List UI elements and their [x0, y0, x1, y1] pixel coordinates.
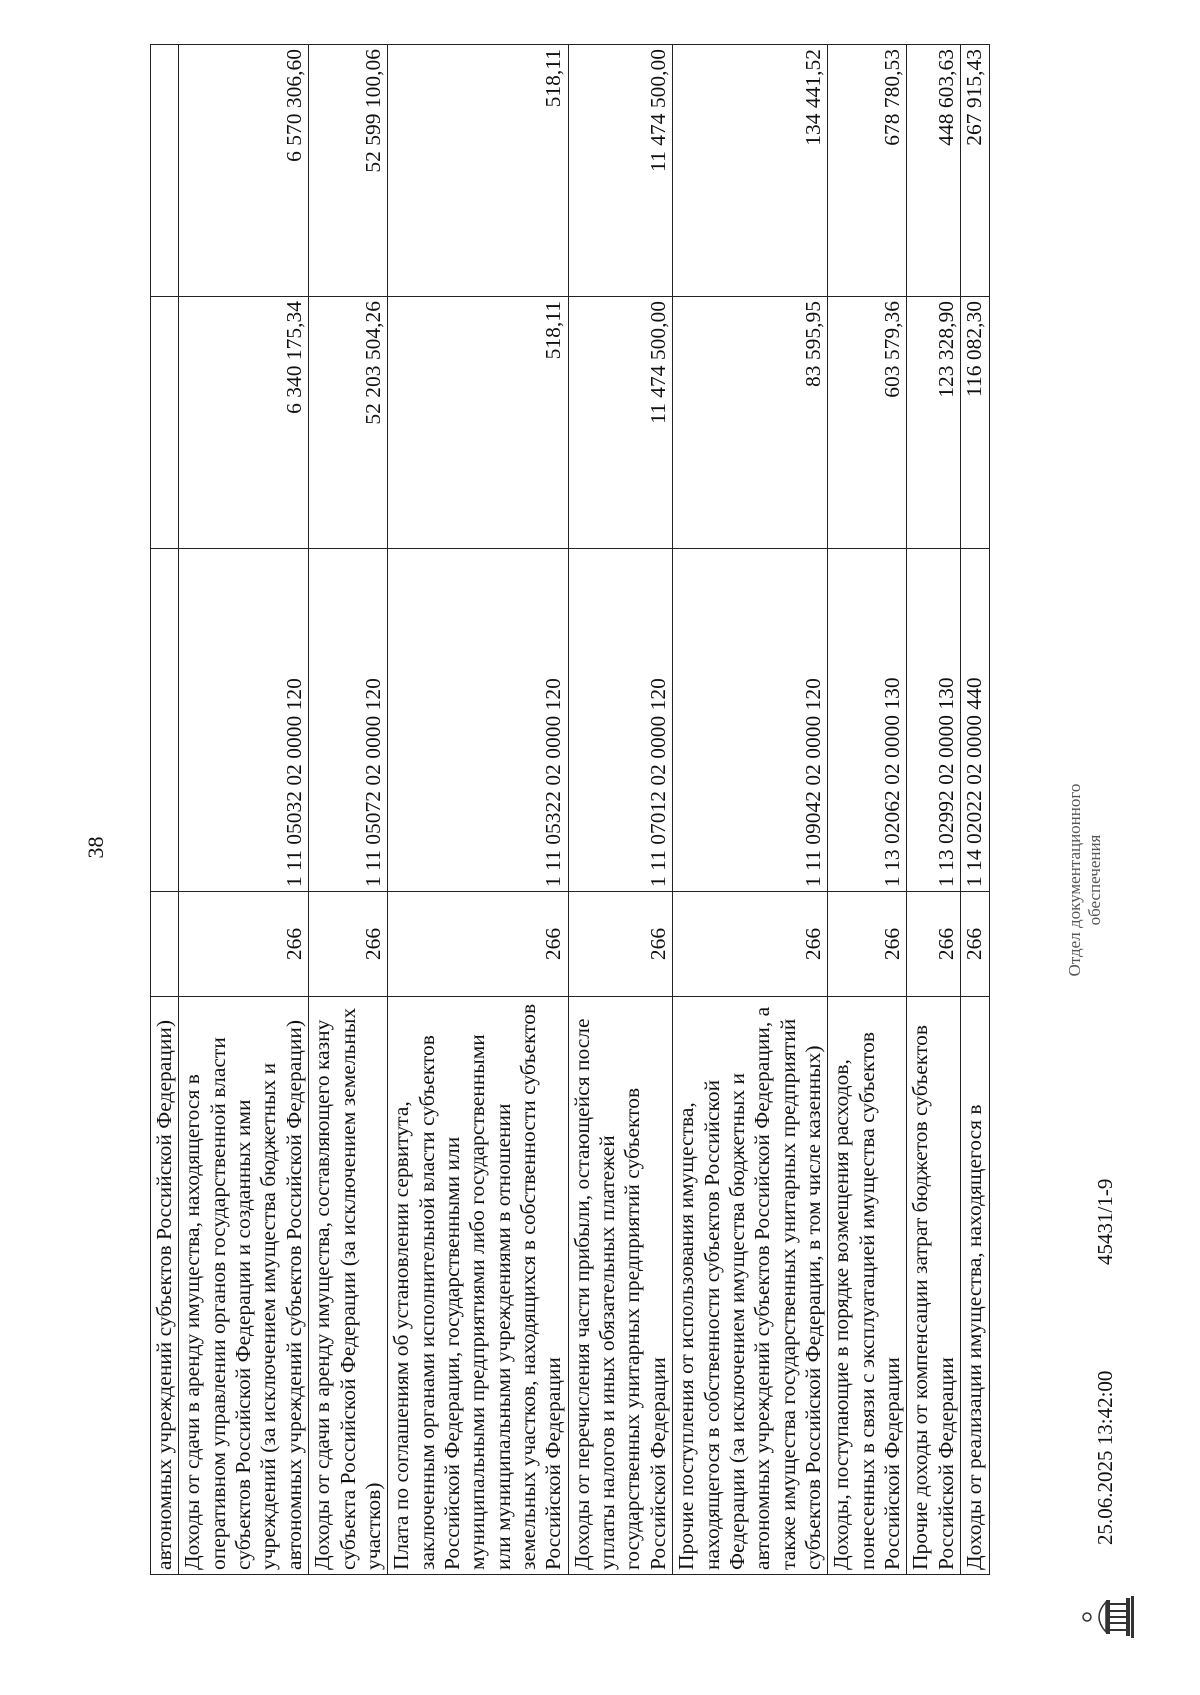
- row-name: автономных учреждений субъектов Российской Федерации): [151, 997, 179, 1575]
- row-value-2: 11 474 500,00: [568, 45, 672, 297]
- duma-emblem-icon: [1080, 1594, 1136, 1640]
- row-budget-code: 1 11 05322 02 0000 120: [388, 549, 569, 892]
- row-value-2: 6 570 306,60: [179, 45, 309, 297]
- row-value-1: [151, 297, 179, 549]
- row-value-1: 11 474 500,00: [568, 297, 672, 549]
- row-admin-code: 266: [961, 892, 989, 997]
- row-name: Доходы, поступающие в порядке возмещения расходов, понесенных в связи с эксплуатацией имущества субъектов Российской Федерации: [828, 997, 907, 1575]
- row-name: Доходы от реализации имущества, находящегося в: [961, 997, 989, 1575]
- row-name: Прочие поступления от использования имущества, находящегося в собственности субъектов Российской Федерации (за исключением имущества бюджетных и автономных учреждений субъектов Российской Федерации, а также имущества государственных унитарных предприятий субъектов Российской Федерации, в том числе казенных): [673, 997, 828, 1575]
- row-admin-code: [151, 892, 179, 997]
- row-budget-code: 1 14 02022 02 0000 440: [961, 549, 989, 892]
- row-value-1: 518,11: [388, 297, 569, 549]
- row-admin-code: 266: [828, 892, 907, 997]
- table-row: [568, 45, 672, 1575]
- table-row: [673, 45, 828, 1575]
- row-admin-code: 266: [673, 892, 828, 997]
- row-value-2: [151, 45, 179, 297]
- row-value-1: 603 579,36: [828, 297, 907, 549]
- stamp-line-2: обеспечения: [1084, 834, 1104, 926]
- row-budget-code: 1 11 09042 02 0000 120: [673, 549, 828, 892]
- page-number: 38: [83, 836, 108, 859]
- row-name: Прочие доходы от компенсации затрат бюджетов субъектов Российской Федерации: [907, 997, 961, 1575]
- table-row: [179, 45, 309, 1575]
- row-admin-code: 266: [309, 892, 388, 997]
- row-budget-code: 1 11 07012 02 0000 120: [568, 549, 672, 892]
- row-value-2: 518,11: [388, 45, 569, 297]
- row-name: Доходы от сдачи в аренду имущества, находящегося в оперативном управлении органов государственной власти субъектов Российской Федерации и созданных ими учреждений (за исключением имущества бюджетных и автономных учреждений субъектов Российской Федерации): [179, 997, 309, 1575]
- row-value-1: 116 082,30: [961, 297, 989, 549]
- row-admin-code: 266: [568, 892, 672, 997]
- row-value-2: 678 780,53: [828, 45, 907, 297]
- table-row: [151, 45, 179, 1575]
- row-name: Плата по соглашениям об установлении сервитута, заключенным органами исполнительной власти субъектов Российской Федерации, государственными или муниципальными предприятиями либо государственными или муниципальными учреждениями в отношении земельных участков, находящихся в собственности субъектов Российской Федерации: [388, 997, 569, 1575]
- table-row: [388, 45, 569, 1575]
- row-budget-code: 1 11 05032 02 0000 120: [179, 549, 309, 892]
- table-row: [309, 45, 388, 1575]
- row-name: Доходы от перечисления части прибыли, остающейся после уплаты налогов и иных обязательных платежей государственных унитарных предприятий субъектов Российской Федерации: [568, 997, 672, 1575]
- row-value-1: 6 340 175,34: [179, 297, 309, 549]
- row-value-2: 52 599 100,06: [309, 45, 388, 297]
- row-value-2: 448 603,63: [907, 45, 961, 297]
- row-value-1: 52 203 504,26: [309, 297, 388, 549]
- revenue-table: [150, 44, 990, 1575]
- row-admin-code: 266: [907, 892, 961, 997]
- department-stamp: [1065, 730, 1104, 1030]
- row-admin-code: 266: [179, 892, 309, 997]
- table-row: [961, 45, 989, 1575]
- row-value-1: 123 328,90: [907, 297, 961, 549]
- table-row: [907, 45, 961, 1575]
- table-row: [828, 45, 907, 1575]
- row-value-1: 83 595,95: [673, 297, 828, 549]
- footer-date: 25.06.2025 13:42:00: [1093, 1370, 1117, 1545]
- row-budget-code: [151, 549, 179, 892]
- row-budget-code: 1 13 02062 02 0000 130: [828, 549, 907, 892]
- row-value-2: 267 915,43: [961, 45, 989, 297]
- row-budget-code: 1 11 05072 02 0000 120: [309, 549, 388, 892]
- row-name: Доходы от сдачи в аренду имущества, составляющего казну субъекта Российской Федерации (за исключением земельных участков): [309, 997, 388, 1575]
- row-admin-code: 266: [388, 892, 569, 997]
- footer-document-number: 45431/1-9: [1093, 1178, 1117, 1265]
- stamp-line-1: Отдел документационного: [1065, 783, 1084, 977]
- row-value-2: 134 441,52: [673, 45, 828, 297]
- row-budget-code: 1 13 02992 02 0000 130: [907, 549, 961, 892]
